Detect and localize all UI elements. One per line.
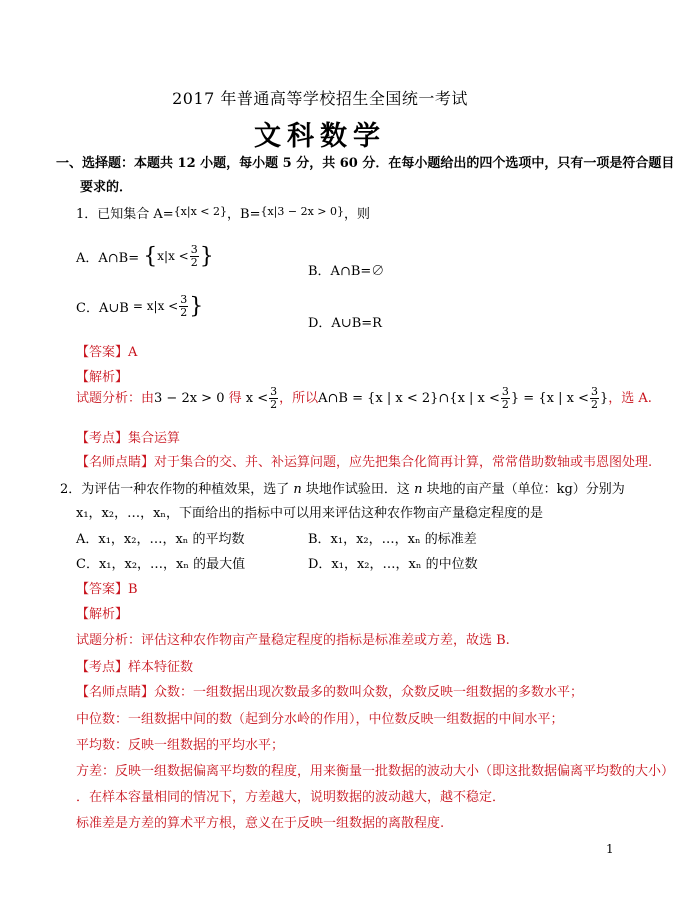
q2-solution: 试题分析：评估这种农作物亩产量稳定程度的指标是标准差或方差，故选 B.: [76, 633, 510, 648]
q1-tip-tag: 【名师点睛】: [76, 455, 155, 470]
q1-solution-expr: A∩B = {x | x < 2}∩{x | x <: [318, 391, 500, 406]
q2-answer-value: B: [128, 582, 138, 597]
q1-set-b: {x|3 − 2x > 0}: [260, 205, 344, 218]
q1-kaodian-tag: 【考点】: [76, 431, 129, 446]
q1-option-c-set: = x|x < $\frac{3}{2}$ }: [132, 293, 204, 319]
q2-option-a: A．x₁，x₂，…，xₙ 的平均数: [76, 532, 245, 547]
q1-solution-so: ，所以: [279, 391, 319, 406]
q2-analysis-tag: 【解析】: [76, 607, 129, 622]
q2-stem-line1: [60, 478, 625, 497]
q2-option-d: D．x₁，x₂，…，xₙ 的中位数: [308, 557, 478, 572]
q1-stem-suffix: ，则: [344, 207, 371, 222]
q1-tip-text: 对于集合的交、并、补运算问题，应先把集合化简再计算，常常借助数轴或韦恩图处理.: [154, 455, 653, 470]
exam-title: 2017 年普通高等学校招生全国统一考试: [172, 89, 468, 108]
q1-analysis-tag: 【解析】: [76, 370, 129, 385]
q2-tip-line4: 方差：反映一组数据偏离平均数的程度，用来衡量一批数据的波动大小（即这批数据偏离平均数的大小）: [76, 764, 674, 779]
q1-stem-prefix: 1．已知集合 A=: [76, 207, 174, 222]
q1-tip: [76, 451, 652, 470]
q1-solution-end: }: [599, 391, 609, 406]
q1-answer: [76, 341, 137, 360]
q2-stem-n2: n: [409, 482, 427, 497]
q2-kaodian-text: 样本特征数: [128, 660, 194, 675]
q1-answer-tag: 【答案】: [76, 345, 129, 360]
q1-stem: [76, 203, 370, 222]
q1-solution-x: x <: [241, 391, 269, 406]
q1-option-c-label: C．A∪B: [76, 301, 129, 316]
q1-set-a: {x|x < 2}: [173, 205, 228, 218]
q2-option-b: B．x₁，x₂，…，xₙ 的标准差: [308, 532, 477, 547]
q1-kaodian-text: 集合运算: [128, 431, 181, 446]
q2-option-c: C．x₁，x₂，…，xₙ 的最大值: [76, 557, 246, 572]
q1-option-a-set-text: x|x <: [157, 249, 189, 263]
q1-solution: 试题分析：由3 − 2x > 0 得 x < $\frac{3}{2}$ ，所以A∩B = {x | x < 2}∩{x | x < $\frac{3}{2}$ } = {x | x < $\frac{3}{2}$ }，选 A.: [76, 385, 652, 411]
section-heading: 一、选择题：本题共 12 小题，每小题 5 分，共 60 分．在每小题给出的四个选项中，只有一项是符合题目: [56, 156, 674, 171]
q1-option-a-label: A．A∩B=: [76, 251, 140, 266]
q2-tip-line6: 标准差是方差的算术平方根，意义在于反映一组数据的离散程度.: [76, 816, 445, 831]
q2-stem-b: 块地作试验田．这: [305, 482, 410, 497]
q2-answer: [76, 578, 138, 597]
q1-kaodian: [76, 427, 180, 446]
q1-option-a: [76, 244, 214, 269]
q1-option-c: [76, 294, 203, 319]
subject-title: 文科数学: [254, 121, 386, 152]
q2-answer-tag: 【答案】: [76, 582, 129, 597]
q1-option-a-set: {x|x < $\frac{3}{2}$ }: [143, 243, 214, 269]
q2-tip-tag: 【名师点睛】: [76, 685, 155, 700]
q1-option-b: B．A∩B=∅: [308, 264, 385, 279]
q1-stem-mid: ，B=: [227, 207, 261, 222]
q2-tip-line2: 中位数：一组数据中间的数（起到分水岭的作用），中位数反映一组数据的中间水平；: [76, 712, 564, 727]
q2-tip-line5: ．在样本容量相同的情况下，方差越大，说明数据的波动越大，越不稳定．: [76, 790, 506, 805]
section-heading-cont: 要求的．: [80, 180, 133, 195]
page-number: 1: [606, 842, 614, 856]
q1-answer-value: A: [128, 345, 138, 360]
q1-solution-expr2: } = {x | x <: [510, 391, 589, 406]
q1-solution-lead: 试题分析：由: [76, 391, 155, 406]
q2-stem-a: 2．为评估一种农作物的种植效果，选了: [60, 482, 290, 497]
q2-stem-line2: x₁，x₂，…，xₙ，下面给出的指标中可以用来评估这种农作物亩产量稳定程度的是: [76, 506, 544, 521]
q2-stem-c: 块地的亩产量（单位：kg）分别为: [426, 482, 625, 497]
q1-solution-ineq: 3 − 2x > 0: [154, 391, 225, 406]
q2-tip-line1: 众数：一组数据出现次数最多的数叫众数，众数反映一组数据的多数水平；: [154, 685, 584, 700]
q2-tip-line3: 平均数：反映一组数据的平均水平；: [76, 738, 285, 753]
q1-solution-de: 得: [224, 391, 242, 406]
q1-option-d: D．A∪B=R: [308, 316, 382, 331]
q2-kaodian-tag: 【考点】: [76, 660, 129, 675]
q1-option-c-set-text: = x|x <: [132, 299, 179, 313]
q2-tip: [76, 681, 583, 700]
q1-solution-choose: ，选 A.: [608, 391, 652, 406]
q2-kaodian: [76, 656, 193, 675]
q2-stem-n: n: [289, 482, 306, 497]
